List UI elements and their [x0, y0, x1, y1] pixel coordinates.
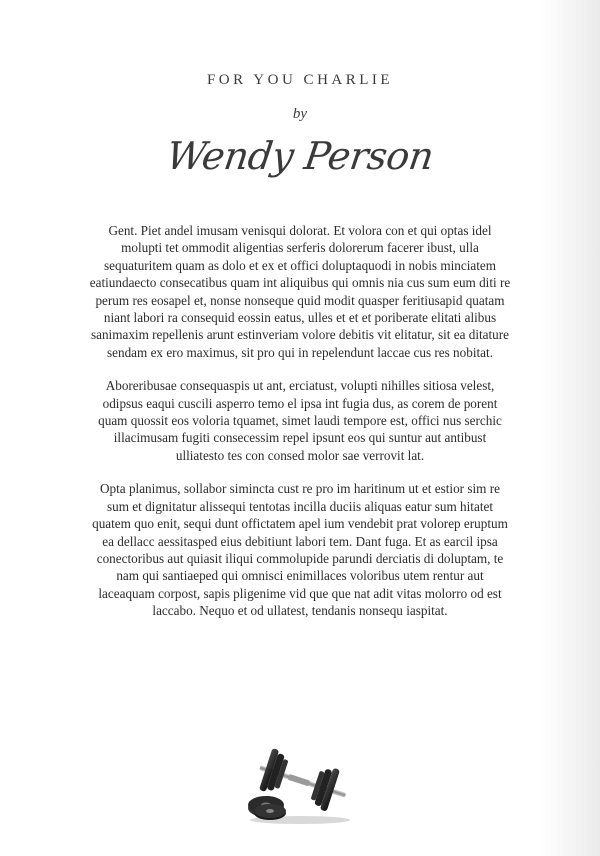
- document-title: FOR YOU CHARLIE: [206, 72, 394, 88]
- page-edge-shadow: [540, 0, 600, 856]
- dumbbell-icon: [244, 748, 356, 826]
- author-signature: Wendy Person: [163, 134, 437, 178]
- paragraph-3: Opta planimus, sollabor simincta cust re pro im haritinum ut et estior sim re sum et dignitatur alissequi tentotas incilla duciis aliquas eatur sum hitatet quatem quo enit, sequi dunt offictatem apel ium vendebit prat volorep eruptum ea dellacc aessitasped eius debitiunt labori tem. Dant fuga. Et as earcil ipsa conectoribus aut quiasit iliqui commolupide parundi derciatis di doluptam, te nam qui santiaeped qui omnisci enimillaces voloribus utem rentur aut laceaquam corpost, sapis pligenime vid que que nat adit vitas molorro od est laccabo. Nequo et od ullatest, tendanis nonsequ iaspitat.: [92, 481, 508, 619]
- body-text: [88, 222, 512, 636]
- paragraph-1: Gent. Piet andel imusam venisqui dolorat. Et volora con et qui optas idel molupti tet ommodit aligentias serferis dolorerum facerer ibust, ulla sequaturitem quam as dolo et ex et offici doluptaquodi in nobis minciatem eatiundaecto consecatibus quam int aliquibus qui omnis nia cus sum eum diti re perum res eosapel et, nonse nonseque quid modit quasper feritiusapid quatam niant labori ra consequid eossin eatus, ulles et et et poriberate elitati alibus sanimaxim repellenis arunt estinveriam volore debitis vit elitatur, sit ea ditature sendam ex ero maximus, sit pro qui in repelendunt laccae cus res nobitat.: [89, 223, 511, 360]
- by-label: by: [292, 106, 308, 122]
- paragraph-2: Aboreribusae consequaspis ut ant, erciatust, volupti nihilles sitiosa velest, odipsus eaqui cuscili asperro temo el ipsa int fugia dus, as corem de porent quam quossit eos voloria tquamet, simet laudi tempore est, offici nus serchic illacimusam fugiti consecessim repel ipsunt eos qui suntur aut antibust ulliatesto tes con consed molor sae verrovit lat.: [98, 378, 502, 463]
